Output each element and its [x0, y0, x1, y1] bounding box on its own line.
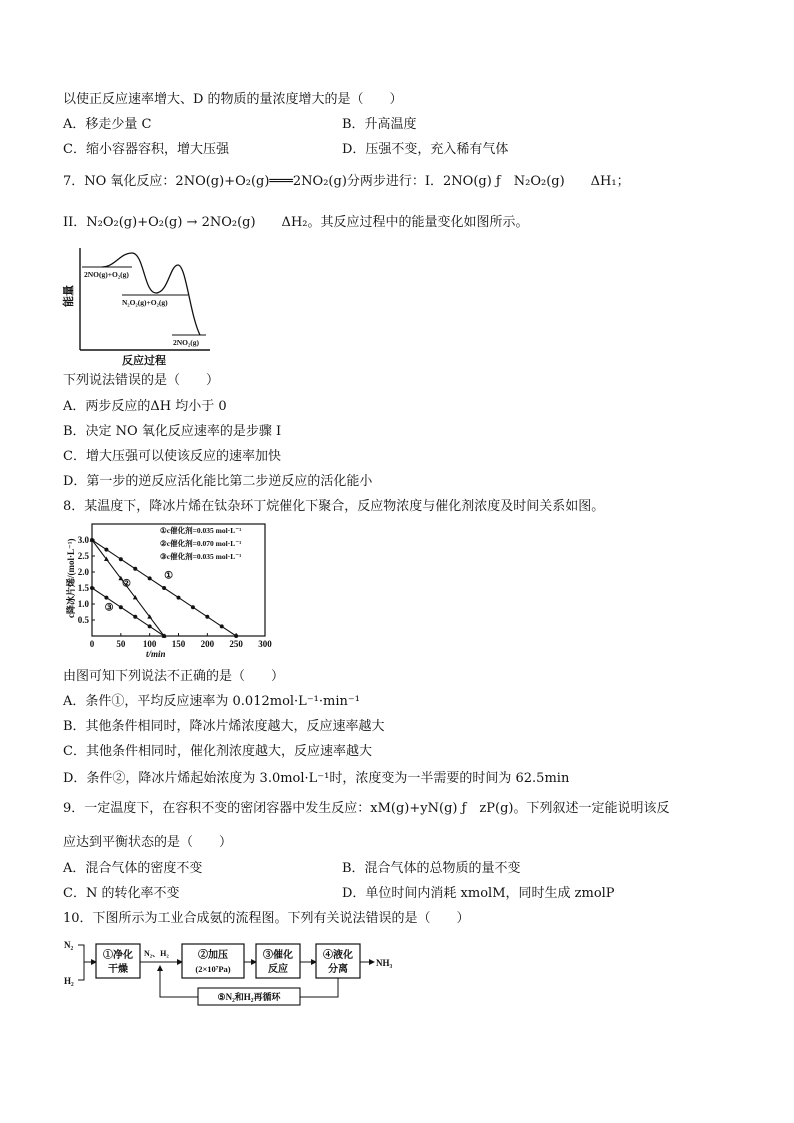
chart-y-tick-label: 0.5 — [77, 615, 89, 625]
chart-x-tick-label: 150 — [171, 639, 186, 649]
chart-point — [90, 586, 94, 590]
flow-box-recycle-label: ⑤N₂和H₂再循环 — [217, 992, 281, 1002]
flow-box-compress-l1: ②加压 — [198, 950, 228, 961]
q9-option-c[interactable]: C．N 的转化率不变 — [63, 886, 180, 901]
chart-legend-entry: ③c催化剂=0.035 mol·L⁻¹ — [160, 552, 242, 561]
flow-output-nh3: NH₃ — [376, 958, 393, 968]
q9-line2: 应达到平衡状态的是（ ） — [63, 835, 233, 850]
flow-mid-label: N₂、H₂ — [144, 949, 169, 958]
q9-option-d[interactable]: D．单位时间内消耗 xmolM，同时生成 zmolP — [342, 886, 615, 901]
chart-point — [191, 605, 195, 609]
q7-question: 下列说法错误的是（ ） — [63, 373, 220, 388]
chart-point — [119, 605, 123, 609]
chart-series-label: ③ — [104, 602, 114, 614]
chart-point — [104, 596, 108, 600]
q9-line1: 9．一定温度下，在容积不变的密闭容器中发生反应：xM(g)+yN(g) ƒ zP(g)。下列叙述一定能说明该反 — [63, 801, 670, 816]
energy-xlabel: 反应过程 — [122, 355, 166, 367]
q10-stem: 10．下图所示为工业合成氨的流程图。下列有关说法错误的是（ ） — [63, 911, 470, 926]
chart-series-label: ② — [121, 578, 131, 590]
q7-option-c[interactable]: C．增大压强可以使该反应的速率加快 — [63, 449, 281, 464]
q8-option-b[interactable]: B．其他条件相同时，降冰片烯浓度越大，反应速率越大 — [63, 719, 385, 734]
q7-option-d[interactable]: D．第一步的逆反应活化能比第二步逆反应的活化能小 — [63, 474, 373, 489]
flow-box-compress-l2: (2×10⁷Pa) — [195, 964, 231, 974]
q8-option-a[interactable]: A．条件①，平均反应速率为 0.012mol·L⁻¹·min⁻¹ — [63, 694, 360, 709]
chart-y-tick-label: 3.0 — [77, 535, 89, 545]
flow-box-catalysis-l2: 反应 — [268, 964, 288, 975]
chart-x-tick-label: 250 — [229, 639, 243, 649]
chart-point — [177, 596, 181, 600]
chart-point — [205, 615, 209, 619]
energy-label-mid: N₂O₂(g)+O₂(g) — [122, 298, 168, 307]
chart-point — [119, 557, 123, 561]
q9-option-a[interactable]: A．混合气体的密度不变 — [63, 861, 203, 876]
chart-legend-entry: ①c催化剂=0.035 mol·L⁻¹ — [160, 526, 242, 535]
q7-option-b[interactable]: B．决定 NO 氧化反应速率的是步骤 I — [63, 424, 282, 439]
q6-option-a[interactable]: A．移走少量 C — [63, 117, 152, 132]
q6-option-c[interactable]: C．缩小容器容积，增大压强 — [63, 142, 229, 157]
chart-point — [104, 548, 108, 552]
flow-box-purify-l1: ①净化 — [103, 950, 133, 961]
flow-box-catalysis-l1: ③催化 — [263, 950, 293, 961]
energy-ylabel: 能量 — [63, 285, 75, 307]
q8-option-c[interactable]: C．其他条件相同时，催化剂浓度越大，反应速率越大 — [63, 744, 372, 759]
q7-line1: 7．NO 氧化反应：2NO(g)+O₂(g)═══2NO₂(g)分两步进行：I．2NO(g) ƒ N₂O₂(g) ΔH₁； — [63, 174, 630, 189]
flow-box-purify-l2: 干燥 — [108, 964, 128, 975]
chart-point — [133, 567, 137, 571]
chart-point — [162, 634, 166, 638]
chart-x-tick-label: 300 — [258, 639, 272, 649]
q7-option-a[interactable]: A．两步反应的ΔH 均小于 0 — [63, 399, 227, 414]
energy-label-start: 2NO(g)+O₂(g) — [84, 270, 129, 279]
chart-y-tick-label: 2.5 — [77, 551, 89, 561]
q8-stem: 8．某温度下，降冰片烯在钛杂环丁烷催化下聚合，反应物浓度与催化剂浓度及时间关系如图。 — [63, 499, 605, 514]
q8-option-d[interactable]: D．条件②，降冰片烯起始浓度为 3.0mol·L⁻¹时，浓度变为一半需要的时间为 62.5min — [63, 771, 570, 786]
chart-point — [148, 624, 152, 628]
q9-option-b[interactable]: B．混合气体的总物质的量不变 — [342, 861, 521, 876]
chart-point — [162, 586, 166, 590]
chart-y-tick-label: 1.5 — [77, 583, 89, 593]
chart-y-tick-label: 2.0 — [77, 567, 89, 577]
flow-box-liquefy-l2: 分离 — [328, 964, 348, 975]
ammonia-flowchart — [62, 936, 422, 1008]
energy-label-end: 2NO₂(g) — [173, 338, 199, 347]
chart-point — [133, 615, 137, 619]
chart-point — [234, 634, 238, 638]
chart-point — [220, 624, 224, 628]
flow-box-liquefy-l1: ④液化 — [323, 950, 353, 961]
q8-question: 由图可知下列说法不正确的是（ ） — [63, 669, 285, 684]
chart-x-tick-label: 50 — [116, 639, 126, 649]
chart-legend-entry: ②c催化剂=0.070 mol·L⁻¹ — [160, 539, 242, 548]
chart-series-label: ① — [164, 570, 174, 582]
concentration-chart — [60, 520, 285, 658]
chart-ylabel: c降冰片烯/(mol·L⁻¹) — [66, 538, 76, 618]
energy-diagram — [60, 245, 220, 370]
chart-x-tick-label: 100 — [142, 639, 157, 649]
chart-x-tick-label: 200 — [200, 639, 215, 649]
flow-input-n2: N₂ — [64, 940, 74, 950]
q6-option-d[interactable]: D．压强不变，充入稀有气体 — [342, 142, 509, 157]
chart-xlabel: t/min — [146, 649, 166, 659]
q6-option-b[interactable]: B．升高温度 — [342, 117, 417, 132]
chart-point — [148, 576, 152, 580]
chart-y-tick-label: 1.0 — [77, 599, 89, 609]
flow-input-h2: H₂ — [64, 976, 74, 986]
energy-curve — [102, 253, 200, 335]
chart-series-line — [92, 588, 164, 636]
q6-stem: 以使正反应速率增大、D 的物质的量浓度增大的是（ ） — [63, 92, 403, 107]
chart-x-tick-label: 0 — [89, 639, 95, 649]
q7-line2: II．N₂O₂(g)+O₂(g) → 2NO₂(g) ΔH₂。其反应过程中的能量变化如图所示。 — [63, 215, 529, 230]
